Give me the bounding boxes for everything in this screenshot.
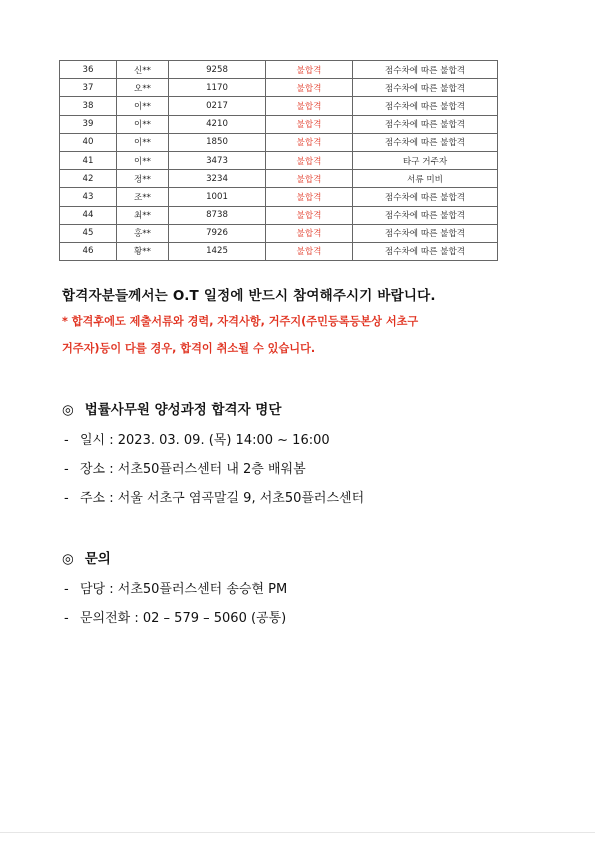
applicant-name: 정** xyxy=(117,170,169,188)
result-status: 불합격 xyxy=(266,133,353,151)
result-status: 불합격 xyxy=(266,151,353,169)
item-text: 문의전화 : 02 – 579 – 5060 (공통) xyxy=(80,611,287,626)
row-number: 41 xyxy=(60,151,117,169)
applicant-code: 9258 xyxy=(169,61,266,79)
result-reason: 타구 거주자 xyxy=(353,151,498,169)
row-number: 37 xyxy=(60,79,117,97)
item-text: 주소 : 서울 서초구 염곡말길 9, 서초50플러스센터 xyxy=(80,491,365,506)
double-circle-icon: ◎ xyxy=(62,402,74,418)
result-status: 불합격 xyxy=(266,206,353,224)
dash-bullet: - xyxy=(64,491,69,506)
applicant-code: 1170 xyxy=(169,79,266,97)
table-row xyxy=(60,242,498,260)
results-table xyxy=(59,60,498,261)
result-reason: 서류 미비 xyxy=(353,170,498,188)
applicant-name: 황** xyxy=(117,242,169,260)
result-status: 불합격 xyxy=(266,188,353,206)
row-number: 38 xyxy=(60,97,117,115)
result-status: 불합격 xyxy=(266,242,353,260)
result-reason: 점수차에 따른 불합격 xyxy=(353,206,498,224)
result-reason: 점수차에 따른 불합격 xyxy=(353,79,498,97)
ot-notice: 합격자분들께서는 O.T 일정에 반드시 참여해주시기 바랍니다. xyxy=(62,288,436,304)
result-status: 불합격 xyxy=(266,61,353,79)
applicant-name: 이** xyxy=(117,97,169,115)
row-number: 43 xyxy=(60,188,117,206)
table-row xyxy=(60,224,498,242)
table-row xyxy=(60,133,498,151)
applicant-name: 이** xyxy=(117,151,169,169)
result-reason: 점수차에 따른 불합격 xyxy=(353,242,498,260)
section-heading-label: 법률사무원 양성과정 합격자 명단 xyxy=(84,402,282,418)
section-heading-schedule xyxy=(62,398,281,418)
section-heading-label: 문의 xyxy=(84,551,111,567)
applicant-name: 신** xyxy=(117,61,169,79)
contact-item-manager xyxy=(64,578,287,597)
dash-bullet: - xyxy=(64,433,69,448)
row-number: 42 xyxy=(60,170,117,188)
result-reason: 점수차에 따른 불합격 xyxy=(353,224,498,242)
row-number: 45 xyxy=(60,224,117,242)
page-edge-divider xyxy=(0,832,595,833)
applicant-code: 1001 xyxy=(169,188,266,206)
applicant-name: 이** xyxy=(117,133,169,151)
schedule-item-address xyxy=(64,487,364,506)
table-row xyxy=(60,170,498,188)
applicant-name: 이** xyxy=(117,115,169,133)
result-reason: 점수차에 따른 불합격 xyxy=(353,188,498,206)
applicant-code: 1850 xyxy=(169,133,266,151)
section-heading-contact xyxy=(62,547,111,567)
schedule-item-date xyxy=(64,429,330,448)
applicant-code: 4210 xyxy=(169,115,266,133)
dash-bullet: - xyxy=(64,582,69,597)
applicant-name: 최** xyxy=(117,206,169,224)
table-row xyxy=(60,115,498,133)
result-reason: 점수차에 따른 불합격 xyxy=(353,133,498,151)
schedule-item-place xyxy=(64,458,306,477)
result-status: 불합격 xyxy=(266,115,353,133)
result-status: 불합격 xyxy=(266,224,353,242)
row-number: 40 xyxy=(60,133,117,151)
table-row xyxy=(60,97,498,115)
cancellation-warning-line2: 거주자)등이 다를 경우, 합격이 취소될 수 있습니다. xyxy=(62,342,316,355)
result-status: 불합격 xyxy=(266,97,353,115)
contact-item-phone xyxy=(64,607,286,626)
result-reason: 점수차에 따른 불합격 xyxy=(353,61,498,79)
applicant-name: 조** xyxy=(117,188,169,206)
table-row xyxy=(60,61,498,79)
dash-bullet: - xyxy=(64,462,69,477)
applicant-name: 홍** xyxy=(117,224,169,242)
table-row xyxy=(60,206,498,224)
dash-bullet: - xyxy=(64,611,69,626)
row-number: 44 xyxy=(60,206,117,224)
cancellation-warning-line1: * 합격후에도 제출서류와 경력, 자격사항, 거주지(주민등록등본상 서초구 xyxy=(62,315,419,328)
result-status: 불합격 xyxy=(266,79,353,97)
result-reason: 점수차에 따른 불합격 xyxy=(353,115,498,133)
row-number: 46 xyxy=(60,242,117,260)
applicant-code: 0217 xyxy=(169,97,266,115)
item-text: 담당 : 서초50플러스센터 송승현 PM xyxy=(80,582,288,597)
result-reason: 점수차에 따른 불합격 xyxy=(353,97,498,115)
applicant-name: 오** xyxy=(117,79,169,97)
results-table-body xyxy=(60,61,498,261)
applicant-code: 1425 xyxy=(169,242,266,260)
row-number: 36 xyxy=(60,61,117,79)
applicant-code: 8738 xyxy=(169,206,266,224)
applicant-code: 3473 xyxy=(169,151,266,169)
double-circle-icon: ◎ xyxy=(62,551,74,567)
table-row xyxy=(60,188,498,206)
item-text: 장소 : 서초50플러스센터 내 2층 배워봄 xyxy=(80,462,306,477)
row-number: 39 xyxy=(60,115,117,133)
item-text: 일시 : 2023. 03. 09. (목) 14:00 ~ 16:00 xyxy=(80,433,330,448)
applicant-code: 7926 xyxy=(169,224,266,242)
table-row xyxy=(60,151,498,169)
table-row xyxy=(60,79,498,97)
applicant-code: 3234 xyxy=(169,170,266,188)
result-status: 불합격 xyxy=(266,170,353,188)
